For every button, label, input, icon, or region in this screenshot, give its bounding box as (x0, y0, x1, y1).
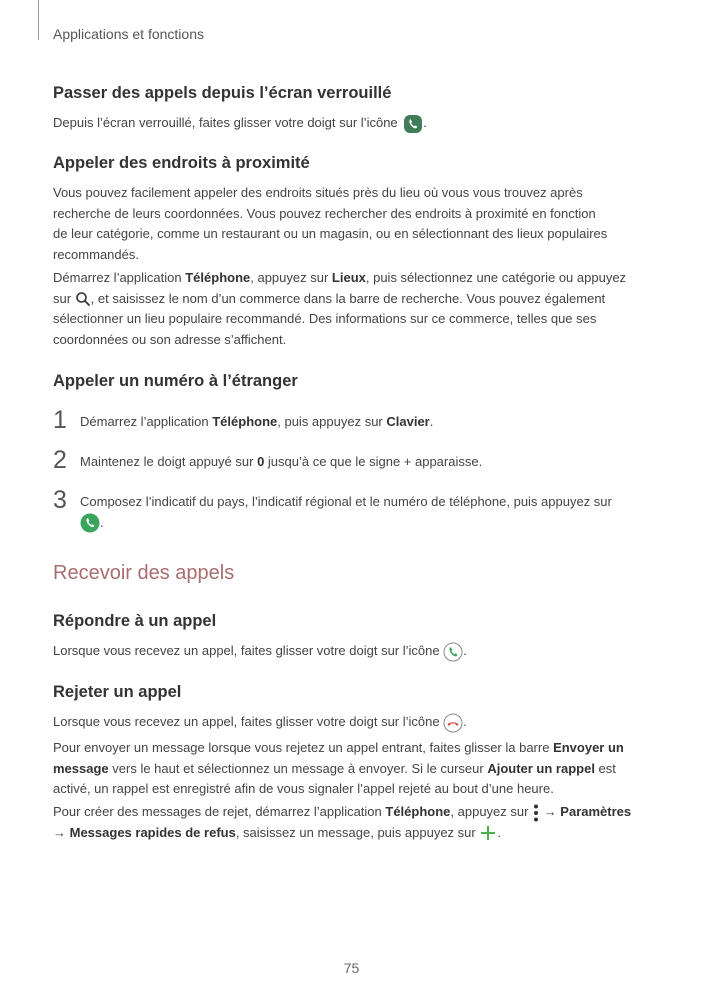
call-button-icon (80, 513, 100, 533)
ui-term: Lieux (331, 270, 366, 285)
answer-call-icon (443, 642, 463, 662)
paragraph-nearby-1 (53, 183, 648, 265)
paragraph-answer (53, 641, 648, 662)
search-icon (75, 291, 91, 307)
more-options-icon (532, 803, 540, 823)
text: Pour créer des messages de rejet, démarrez l’application (53, 804, 386, 819)
text: , saisissez un message, puis appuyez sur (235, 824, 480, 840)
step-number: 2 (53, 446, 67, 474)
line (53, 289, 648, 310)
text: . (423, 115, 427, 130)
text: . (100, 514, 104, 530)
text: → (53, 824, 70, 840)
line: de leur catégorie, comme un restaurant ou un magasin, ou en sélectionnant des lieux populaires (53, 226, 608, 241)
ui-term: Messages rapides de refus (69, 824, 236, 840)
paragraph-reject-1 (53, 712, 648, 733)
heading-receive-calls: Recevoir des appels (53, 562, 235, 584)
text: , appuyez sur (450, 804, 533, 819)
text: Démarrez l’application (80, 414, 213, 429)
text: Lorsque vous recevez un appel, faites glisser votre doigt sur l’icône (53, 643, 440, 658)
ui-term: Téléphone (212, 414, 278, 429)
ui-term: Clavier (386, 414, 430, 429)
text: vers le haut et sélectionnez un message à envoyer. Si le curseur (108, 760, 488, 776)
paragraph-reject-3 (53, 802, 648, 843)
text: , puis sélectionnez une catégorie ou appuyez (365, 270, 627, 285)
paragraph-reject-2 (53, 738, 648, 800)
text: → (540, 804, 561, 819)
line (80, 513, 640, 534)
reject-call-icon (443, 713, 463, 733)
line (53, 759, 648, 780)
ui-term: message (53, 760, 109, 776)
ui-term: Téléphone (385, 804, 451, 819)
line: Vous pouvez facilement appeler des endroits situés près du lieu où vous vous trouvez après (53, 185, 583, 200)
add-icon (479, 824, 497, 842)
paragraph-lock-screen (53, 113, 648, 134)
text: Depuis l’écran verrouillé, faites glisser votre doigt sur l’icône (53, 115, 398, 130)
text: . (463, 643, 467, 658)
page-number: 75 (343, 960, 360, 976)
ui-term: Téléphone (185, 270, 251, 285)
ui-term: 0 (257, 454, 265, 469)
text: . (429, 414, 434, 429)
line (53, 802, 648, 823)
text: Démarrez l’application (53, 270, 186, 285)
heading-reject-call: Rejeter un appel (53, 683, 182, 701)
ui-term: Paramètres (560, 804, 632, 819)
step-text (80, 452, 640, 473)
phone-app-icon (403, 114, 423, 134)
heading-answer-call: Répondre à un appel (53, 612, 217, 630)
heading-nearby-places: Appeler des endroits à proximité (53, 154, 310, 172)
line: Composez l’indicatif du pays, l’indicatif régional et le numéro de téléphone, puis appuyez sur (80, 494, 612, 509)
text: est (594, 760, 616, 776)
step-number: 1 (53, 406, 67, 434)
line (53, 738, 648, 759)
paragraph-nearby-2 (53, 268, 648, 350)
text: . (497, 824, 501, 840)
text: Lorsque vous recevez un appel, faites glisser votre doigt sur l’icône (53, 714, 440, 729)
text: Pour envoyer un message lorsque vous rejetez un appel entrant, faites glisser la barre (53, 740, 554, 755)
line: recommandés. (53, 246, 139, 262)
line: sélectionner un lieu populaire recommandé. Des informations sur ce commerce, telles que ses (53, 311, 597, 326)
line: activé, un rappel est enregistré afin de vous signaler l’appel rejeté au bout d’une heure. (53, 781, 554, 796)
line: coordonnées ou son adresse s’affichent. (53, 331, 287, 347)
text: , appuyez sur (250, 270, 332, 285)
text: , puis appuyez sur (277, 414, 387, 429)
header-rule (38, 0, 39, 40)
text: , et saisissez le nom d’un commerce dans la barre de recherche. Vous pouvez également (90, 290, 606, 306)
ui-term: Envoyer un (553, 740, 624, 755)
step-text (80, 412, 640, 433)
step-text (80, 492, 640, 533)
text: Maintenez le doigt appuyé sur (80, 454, 258, 469)
text: sur (53, 290, 75, 306)
line (53, 823, 648, 844)
heading-lock-screen-calls: Passer des appels depuis l’écran verrouillé (53, 84, 392, 102)
heading-international-call: Appeler un numéro à l’étranger (53, 372, 298, 390)
text: . (463, 714, 467, 729)
running-title: Applications et fonctions (53, 26, 204, 42)
text: jusqu’à ce que le signe + apparaisse. (264, 454, 483, 469)
ui-term: Ajouter un rappel (487, 760, 595, 776)
line: recherche de leurs coordonnées. Vous pouvez rechercher des endroits à proximité en fonction (53, 205, 596, 221)
step-number: 3 (53, 486, 67, 514)
line (53, 268, 648, 289)
